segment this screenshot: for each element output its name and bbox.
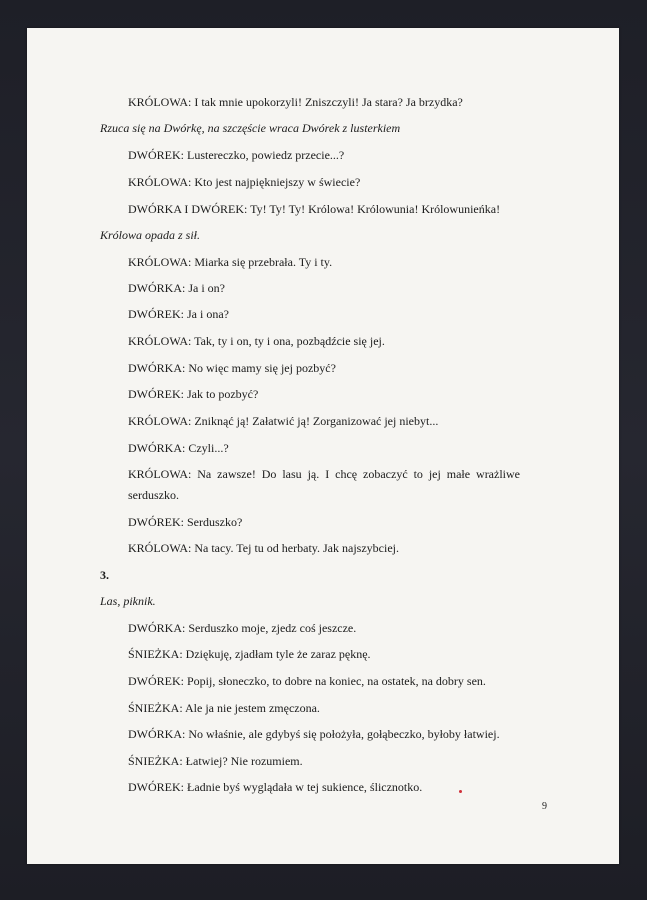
dialogue-line: DWÓRKA: Czyli...? <box>128 441 229 455</box>
stage-direction: Rzuca się na Dwórkę, na szczęście wraca Dwórek z lusterkiem <box>100 121 401 135</box>
dialogue-line: DWÓREK: Ładnie byś wyglądała w tej sukience, ślicznotko. <box>128 780 423 794</box>
dialogue-line: DWÓREK: Ja i ona? <box>128 307 229 321</box>
scene-number: 3. <box>100 568 109 582</box>
dialogue-line: ŚNIEŻKA: Dziękuję, zjadłam tyle że zaraz pęknę. <box>128 647 371 661</box>
dialogue-line: DWÓREK: Popij, słoneczko, to dobre na koniec, na ostatek, na dobry sen. <box>128 674 486 688</box>
dialogue-line: ŚNIEŻKA: Ale ja nie jestem zmęczona. <box>128 701 320 715</box>
red-ink-dot <box>459 790 462 793</box>
stage-direction: Królowa opada z sił. <box>100 228 201 242</box>
dialogue-line: KRÓLOWA: Na tacy. Tej tu od herbaty. Jak najszybciej. <box>128 541 399 555</box>
document-page <box>27 28 619 864</box>
dialogue-line: DWÓREK: Lustereczko, powiedz przecie...? <box>128 148 345 162</box>
dialogue-line: KRÓLOWA: Zniknąć ją! Załatwić ją! Zorganizować jej niebyt... <box>128 414 439 428</box>
stage-direction: Las, piknik. <box>100 594 156 608</box>
dialogue-line: DWÓRKA I DWÓREK: Ty! Ty! Ty! Królowa! Królowunia! Królowunieńka! <box>128 202 501 216</box>
dialogue-line: DWÓRKA: No właśnie, ale gdybyś się położyła, gołąbeczko, byłoby łatwiej. <box>128 727 500 741</box>
dialogue-line: DWÓREK: Jak to pozbyć? <box>128 387 259 401</box>
dialogue-line: DWÓRKA: No więc mamy się jej pozbyć? <box>128 361 336 375</box>
dialogue-line: KRÓLOWA: Tak, ty i on, ty i ona, pozbądźcie się jej. <box>128 334 385 348</box>
dialogue-line: DWÓREK: Serduszko? <box>128 515 243 529</box>
dialogue-line: KRÓLOWA: Miarka się przebrała. Ty i ty. <box>128 255 333 269</box>
dialogue-line: KRÓLOWA: Na zawsze! Do lasu ją. I chcę zobaczyć to jej małe wrażliwe <box>128 467 520 481</box>
page-number: 9 <box>542 801 547 812</box>
dialogue-line: DWÓRKA: Serduszko moje, zjedz coś jeszcze. <box>128 621 357 635</box>
dialogue-line: KRÓLOWA: Kto jest najpiękniejszy w świecie? <box>128 175 361 189</box>
dialogue-line: KRÓLOWA: I tak mnie upokorzyli! Zniszczyli! Ja stara? Ja brzydka? <box>128 95 463 109</box>
dialogue-line: ŚNIEŻKA: Łatwiej? Nie rozumiem. <box>128 754 303 768</box>
dialogue-line: DWÓRKA: Ja i on? <box>128 281 225 295</box>
dialogue-line-continuation: serduszko. <box>128 488 179 502</box>
